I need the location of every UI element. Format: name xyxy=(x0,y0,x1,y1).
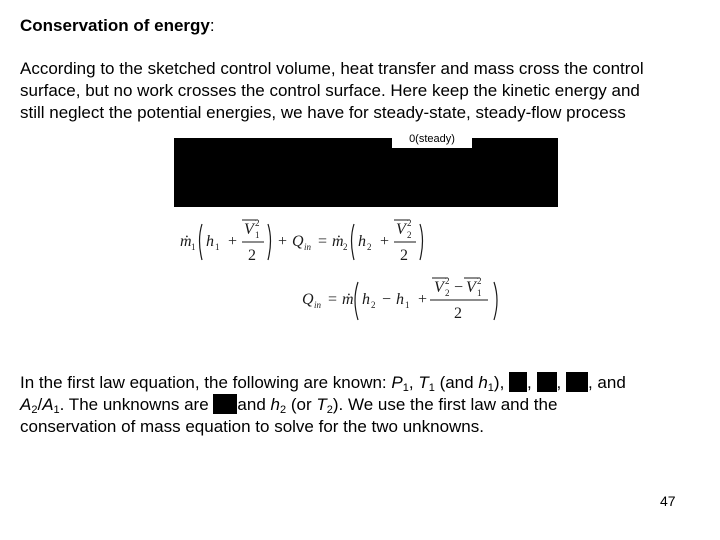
svg-text:2: 2 xyxy=(248,247,256,264)
svg-text:Q: Q xyxy=(302,291,314,308)
svg-text:2: 2 xyxy=(454,305,462,322)
svg-text:2: 2 xyxy=(400,247,408,264)
para2-line-3: conservation of mass equation to solve for the two unknowns. xyxy=(20,417,484,436)
svg-text:h: h xyxy=(362,291,370,308)
intro-line-2: surface, but no work crosses the control surface. Here keep the kinetic energy and xyxy=(20,81,640,100)
redacted-equation-box xyxy=(174,138,558,207)
intro-paragraph xyxy=(20,58,710,124)
para2-line-1: In the first law equation, the following are known: $P_1$, $T_1$ (and $h_1$), , , , and xyxy=(20,373,626,394)
svg-text:1: 1 xyxy=(215,242,220,252)
redacted-term-2 xyxy=(537,372,557,392)
svg-text:+: + xyxy=(418,291,428,308)
energy-equation-2 xyxy=(300,272,540,328)
svg-text:−: − xyxy=(454,279,464,296)
redacted-term-1 xyxy=(509,372,527,392)
svg-text:2: 2 xyxy=(445,276,450,286)
svg-text:V: V xyxy=(244,221,254,238)
redacted-unknown xyxy=(213,394,237,414)
svg-text:ṁ: ṁ xyxy=(332,233,344,250)
svg-text:2: 2 xyxy=(477,276,482,286)
svg-text:−: − xyxy=(382,291,392,308)
svg-text:in: in xyxy=(314,300,322,310)
svg-text:2: 2 xyxy=(367,242,372,252)
svg-text:in: in xyxy=(304,242,312,252)
svg-text:1: 1 xyxy=(405,300,410,310)
para2-line-2: $A_2/A_1$. The unknowns are and $h_2$ (or $T_2$). We use the first law and the xyxy=(20,395,558,416)
redacted-term-3 xyxy=(566,372,588,392)
intro-line-3: still neglect the potential energies, we have for steady-state, steady-flow process xyxy=(20,103,626,122)
svg-text:ṁ: ṁ xyxy=(180,233,192,250)
title-text: Conservation of energy xyxy=(20,16,210,35)
svg-text:V: V xyxy=(396,221,406,238)
svg-text:V: V xyxy=(434,279,444,296)
svg-text:+: + xyxy=(228,233,238,250)
svg-text:1: 1 xyxy=(477,288,482,298)
svg-text:2: 2 xyxy=(343,242,348,252)
svg-text:V: V xyxy=(466,279,476,296)
svg-text:ṁ: ṁ xyxy=(342,291,354,308)
svg-text:2: 2 xyxy=(407,230,412,240)
svg-text:1: 1 xyxy=(255,230,260,240)
known-unknown-paragraph xyxy=(20,372,710,438)
svg-text:2: 2 xyxy=(407,218,412,228)
steady-label: 0(steady) xyxy=(392,130,472,148)
svg-text:2: 2 xyxy=(371,300,376,310)
intro-line-1: According to the sketched control volume, heat transfer and mass cross the control xyxy=(20,59,644,78)
svg-text:=: = xyxy=(328,291,338,308)
slide-title xyxy=(20,16,215,36)
svg-text:+: + xyxy=(278,233,288,250)
page-number: 47 xyxy=(660,493,676,509)
svg-text:=: = xyxy=(318,233,328,250)
svg-text:2: 2 xyxy=(255,218,260,228)
svg-text:h: h xyxy=(206,233,214,250)
svg-text:h: h xyxy=(396,291,404,308)
energy-equation-1 xyxy=(178,212,518,268)
svg-text:1: 1 xyxy=(191,242,196,252)
title-colon: : xyxy=(209,16,215,35)
svg-text:+: + xyxy=(380,233,390,250)
svg-text:Q: Q xyxy=(292,233,304,250)
svg-text:2: 2 xyxy=(445,288,450,298)
svg-text:h: h xyxy=(358,233,366,250)
